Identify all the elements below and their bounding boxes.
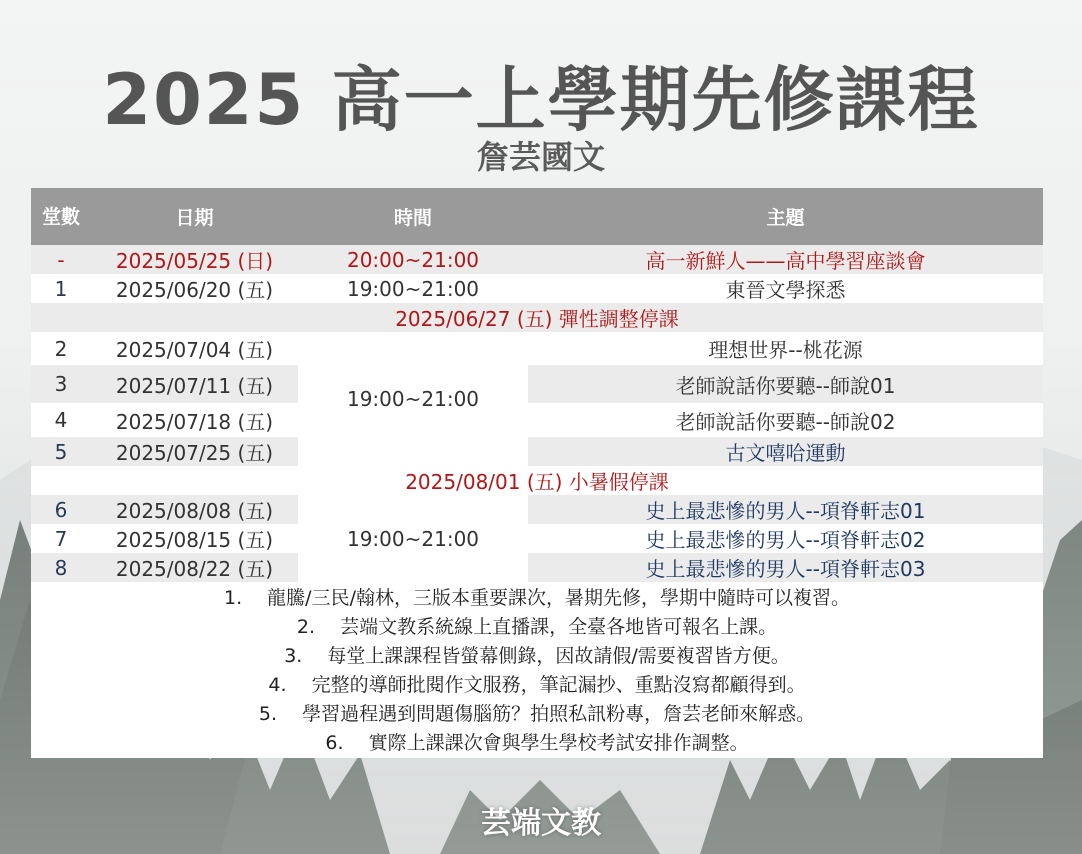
notice-cell: 2025/06/27 (五) 彈性調整停課 (31, 303, 1043, 332)
note-item: 4. 完整的導師批閱作文服務，筆記漏抄、重點沒寫都顧得到。 (268, 674, 806, 696)
note-item: 3. 每堂上課課程皆螢幕側錄，因故請假/需要複習皆方便。 (284, 645, 790, 667)
date-cell: 2025/07/25 (五) (91, 437, 298, 466)
topic-cell: 老師說話你要聽--師說02 (528, 403, 1043, 437)
lesson-cell: 2 (31, 332, 91, 365)
lesson-cell: 1 (31, 274, 91, 303)
notes-row (31, 582, 1043, 758)
note-item: 2. 芸端文教系統線上直播課，全臺各地皆可報名上課。 (296, 616, 778, 638)
notice-cell: 2025/08/01 (五) 小暑假停課 (31, 466, 1043, 495)
date-cell: 2025/07/11 (五) (91, 365, 298, 403)
lesson-cell: 3 (31, 365, 91, 403)
topic-cell: 東晉文學探悉 (528, 274, 1043, 303)
time-cell-merged: 19:00~21:00 (298, 495, 528, 582)
date-cell: 2025/08/15 (五) (91, 524, 298, 553)
lesson-cell: 8 (31, 553, 91, 582)
notice-row (31, 303, 1043, 332)
header-topic: 主題 (528, 188, 1043, 245)
date-cell: 2025/07/18 (五) (91, 403, 298, 437)
table-row (31, 332, 1043, 365)
table-row (31, 274, 1043, 303)
table-row (31, 524, 1043, 553)
lesson-cell: 5 (31, 437, 91, 466)
topic-cell: 高一新鮮人——高中學習座談會 (528, 245, 1043, 274)
date-cell: 2025/08/22 (五) (91, 553, 298, 582)
topic-cell: 老師說話你要聽--師說01 (528, 365, 1043, 403)
lesson-cell: 6 (31, 495, 91, 524)
topic-cell: 史上最悲慘的男人--項脊軒志02 (528, 524, 1043, 553)
header-lesson: 堂數 (31, 188, 91, 245)
table-row (31, 403, 1043, 437)
header-date: 日期 (91, 188, 298, 245)
page-title: 2025 高一上學期先修課程 (102, 59, 980, 141)
notes-cell (31, 582, 1043, 758)
date-cell: 2025/08/08 (五) (91, 495, 298, 524)
lesson-cell: - (31, 245, 91, 274)
time-cell: 20:00~21:00 (298, 245, 528, 274)
time-cell: 19:00~21:00 (298, 274, 528, 303)
topic-cell: 史上最悲慘的男人--項脊軒志03 (528, 553, 1043, 582)
note-item: 5. 學習過程遇到問題傷腦筋？拍照私訊粉專，詹芸老師來解惑。 (258, 703, 816, 725)
page-subtitle: 詹芸國文 (476, 138, 605, 176)
note-item: 1. 龍騰/三民/翰林，三版本重要課次，暑期先修，學期中隨時可以複習。 (224, 587, 850, 609)
date-cell: 2025/06/20 (五) (91, 274, 298, 303)
date-cell: 2025/07/04 (五) (91, 332, 298, 365)
brand-footer: 芸端文教 (481, 806, 601, 841)
notice-row (31, 466, 1043, 495)
table-row (31, 245, 1043, 274)
table-header-row (31, 188, 1043, 245)
table-row (31, 437, 1043, 466)
topic-cell: 古文嘻哈運動 (528, 437, 1043, 466)
header-time: 時間 (298, 188, 528, 245)
topic-cell: 史上最悲慘的男人--項脊軒志01 (528, 495, 1043, 524)
date-cell: 2025/05/25 (日) (91, 245, 298, 274)
table-row (31, 365, 1043, 403)
note-item: 6. 實際上課課次會與學生學校考試安排作調整。 (325, 732, 749, 754)
table-row (31, 553, 1043, 582)
lesson-cell: 7 (31, 524, 91, 553)
table-row (31, 495, 1043, 524)
lesson-cell: 4 (31, 403, 91, 437)
time-cell-merged: 19:00~21:00 (298, 332, 528, 466)
schedule-table (31, 188, 1043, 758)
topic-cell: 理想世界--桃花源 (528, 332, 1043, 365)
